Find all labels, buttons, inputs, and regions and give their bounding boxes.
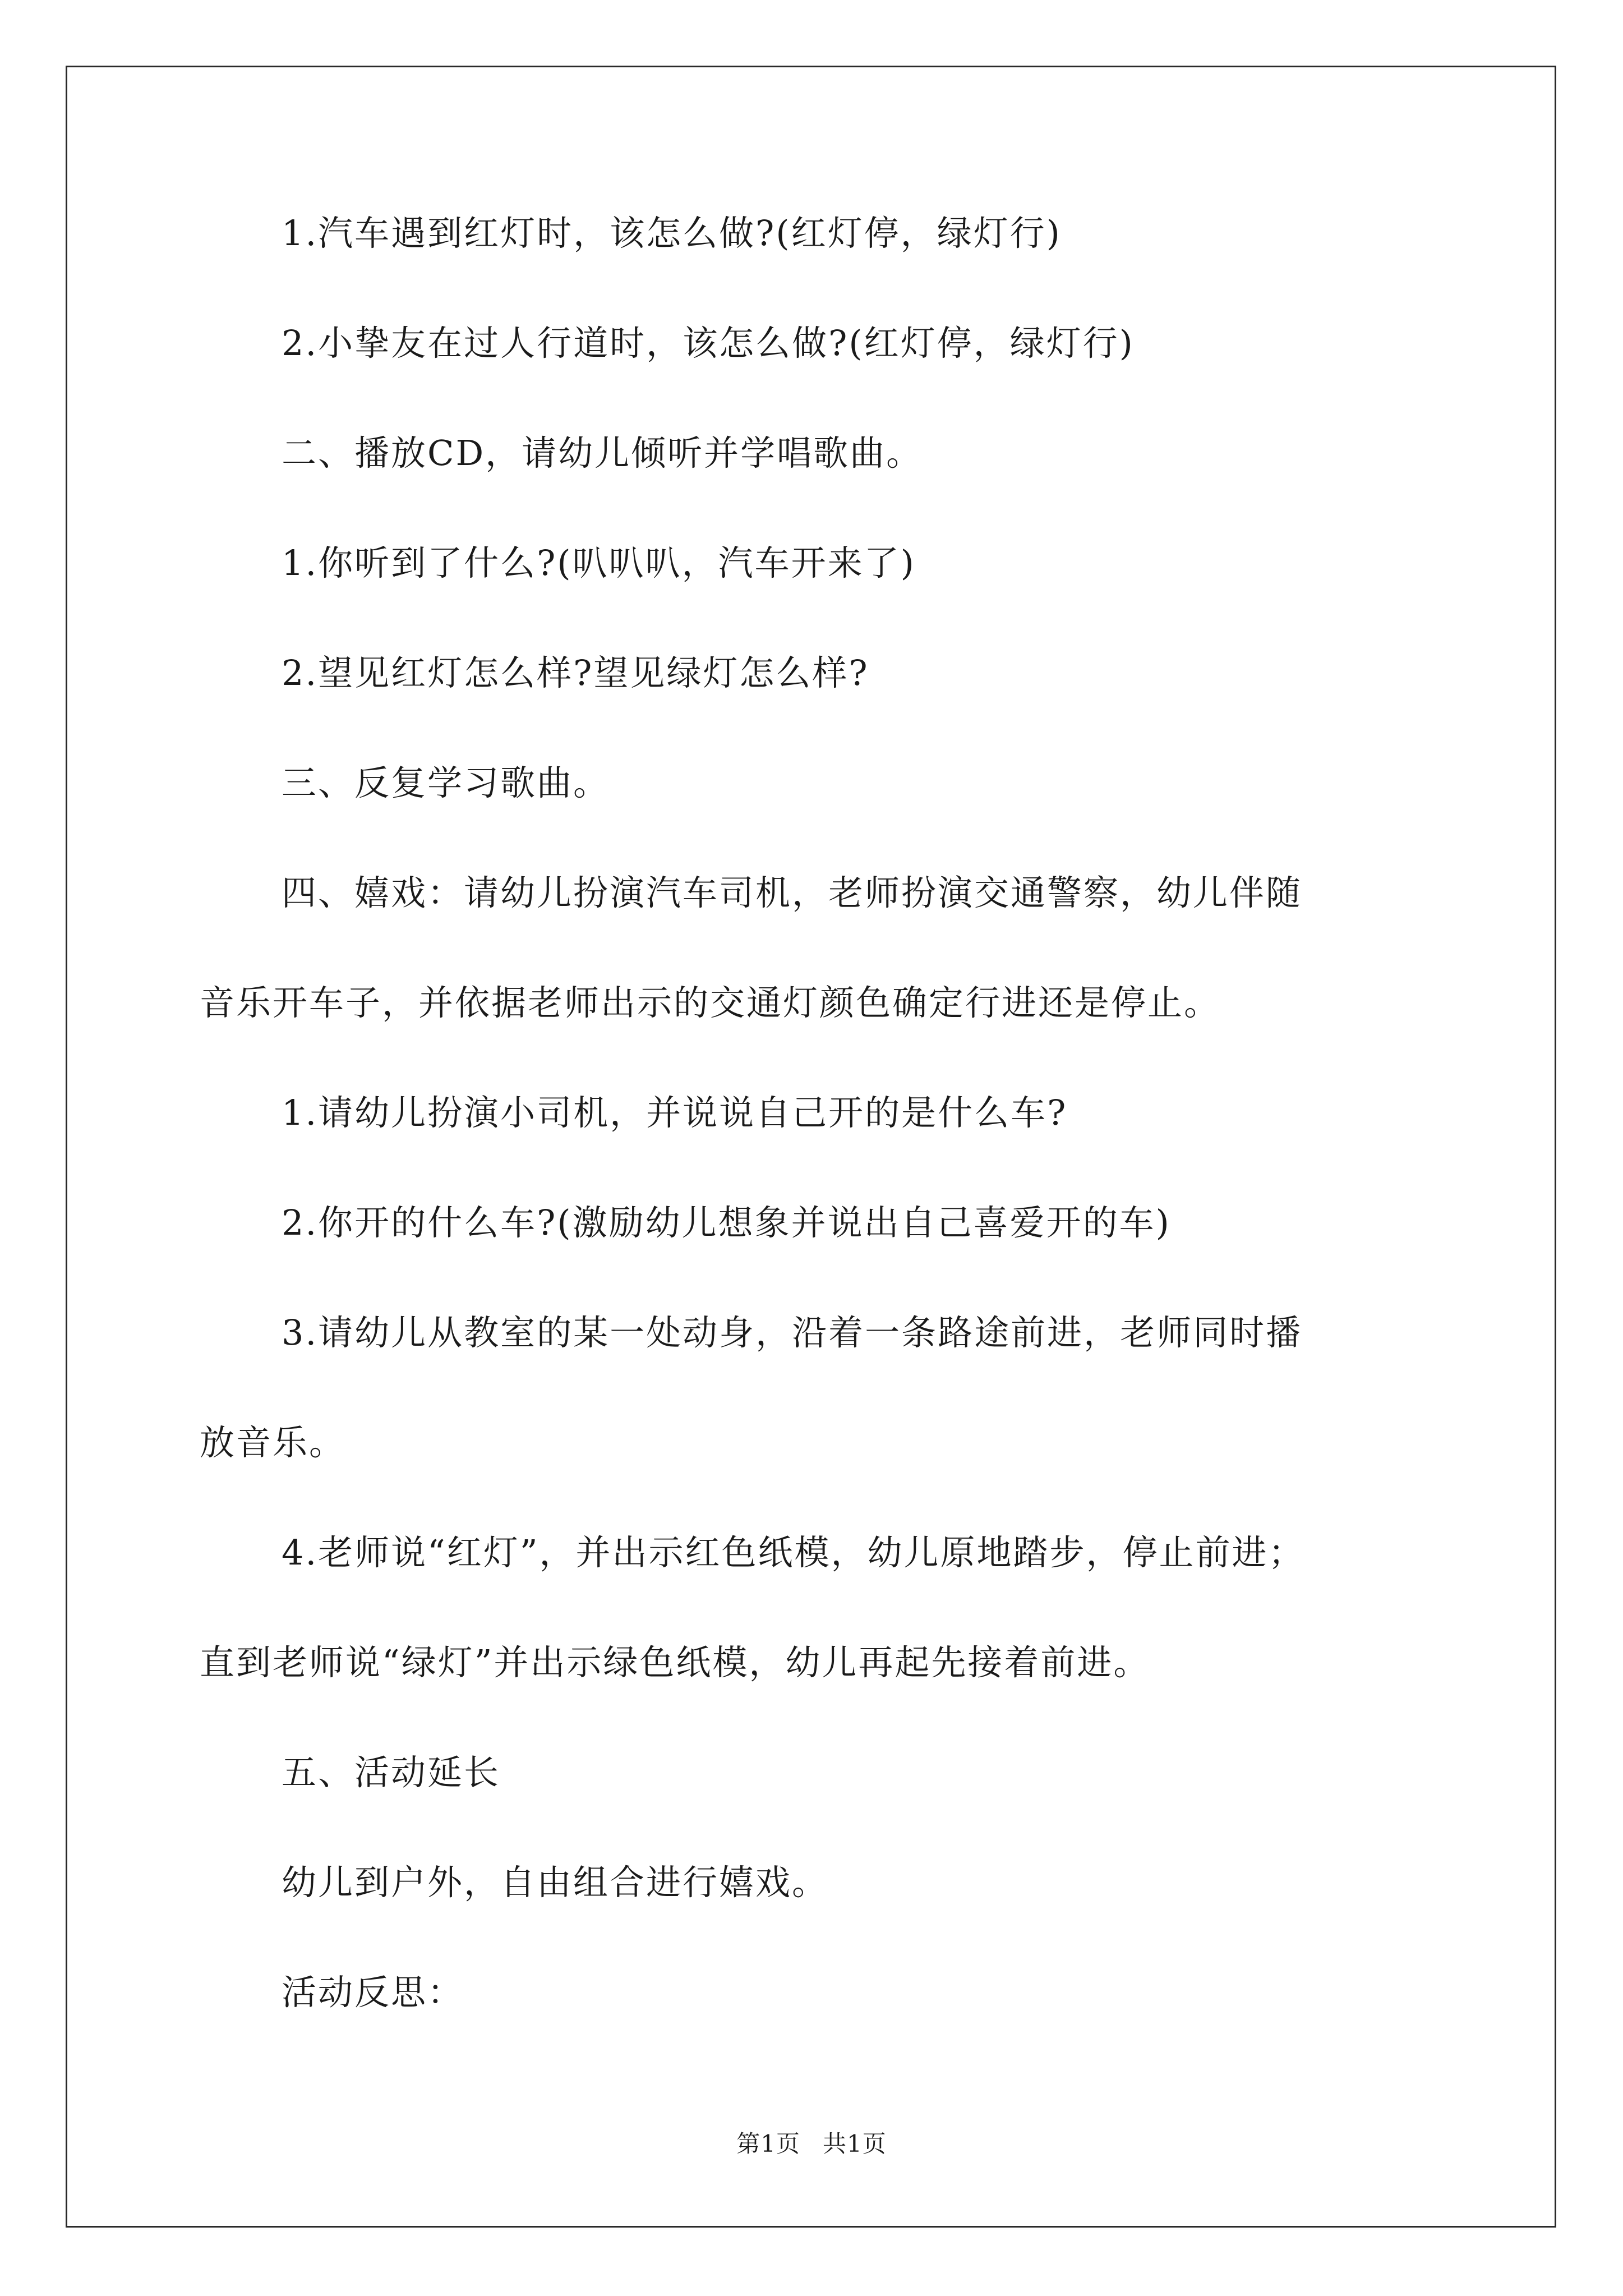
paragraph-red-light-game-line-2: 直到老师说“绿灯”并出示绿色纸模，幼儿再起先接着前进。 bbox=[200, 1642, 1150, 1683]
paragraph-red-light-game bbox=[200, 1530, 1433, 1685]
paragraph-game bbox=[200, 871, 1433, 1025]
paragraph-game-line-2: 音乐开车子，并依据老师出示的交通灯颜色确定行进还是停止。 bbox=[200, 982, 1221, 1023]
section-heading-play-cd: 二、播放CD，请幼儿倾听并学唱歌曲。 bbox=[282, 432, 923, 473]
section-heading-reflection: 活动反思： bbox=[282, 1972, 464, 2013]
section-heading-extension: 五、活动延长 bbox=[282, 1752, 501, 1793]
page-footer bbox=[0, 2128, 1623, 2160]
page-number-current: 第1页 bbox=[736, 2130, 800, 2157]
page-number-total: 共1页 bbox=[823, 2130, 887, 2157]
paragraph-game-line-1: 四、嬉戏：请幼儿扮演汽车司机，老师扮演交通警察，幼儿伴随 bbox=[282, 872, 1303, 913]
paragraph-start-route bbox=[200, 1310, 1433, 1465]
paragraph-outdoor-play: 幼儿到户外，自由组合进行嬉戏。 bbox=[282, 1862, 829, 1903]
paragraph-traffic-car: 1.汽车遇到红灯时，该怎么做?(红灯停，绿灯行) bbox=[282, 213, 1062, 254]
paragraph-start-route-line-2: 放音乐。 bbox=[200, 1422, 346, 1463]
paragraph-little-driver: 1.请幼儿扮演小司机，并说说自己开的是什么车? bbox=[282, 1092, 1068, 1133]
paragraph-red-light-game-line-1: 4.老师说“红灯”，并出示红色纸模，幼儿原地踏步，停止前进； bbox=[282, 1532, 1305, 1573]
paragraph-red-green-light: 2.望见红灯怎么样?望见绿灯怎么样? bbox=[282, 652, 869, 693]
section-heading-repeat-song: 三、反复学习歌曲。 bbox=[282, 762, 610, 803]
paragraph-start-route-line-1: 3.请幼儿从教室的某一处动身，沿着一条路途前进，老师同时播 bbox=[282, 1312, 1303, 1353]
paragraph-what-heard: 1.你听到了什么?(叭叭叭，汽车开来了) bbox=[282, 542, 916, 583]
paragraph-crosswalk: 2.小挚友在过人行道时，该怎么做?(红灯停，绿灯行) bbox=[282, 323, 1135, 364]
paragraph-what-car: 2.你开的什么车?(激励幼儿想象并说出自己喜爱开的车) bbox=[282, 1202, 1171, 1243]
document-body bbox=[200, 211, 1433, 2080]
